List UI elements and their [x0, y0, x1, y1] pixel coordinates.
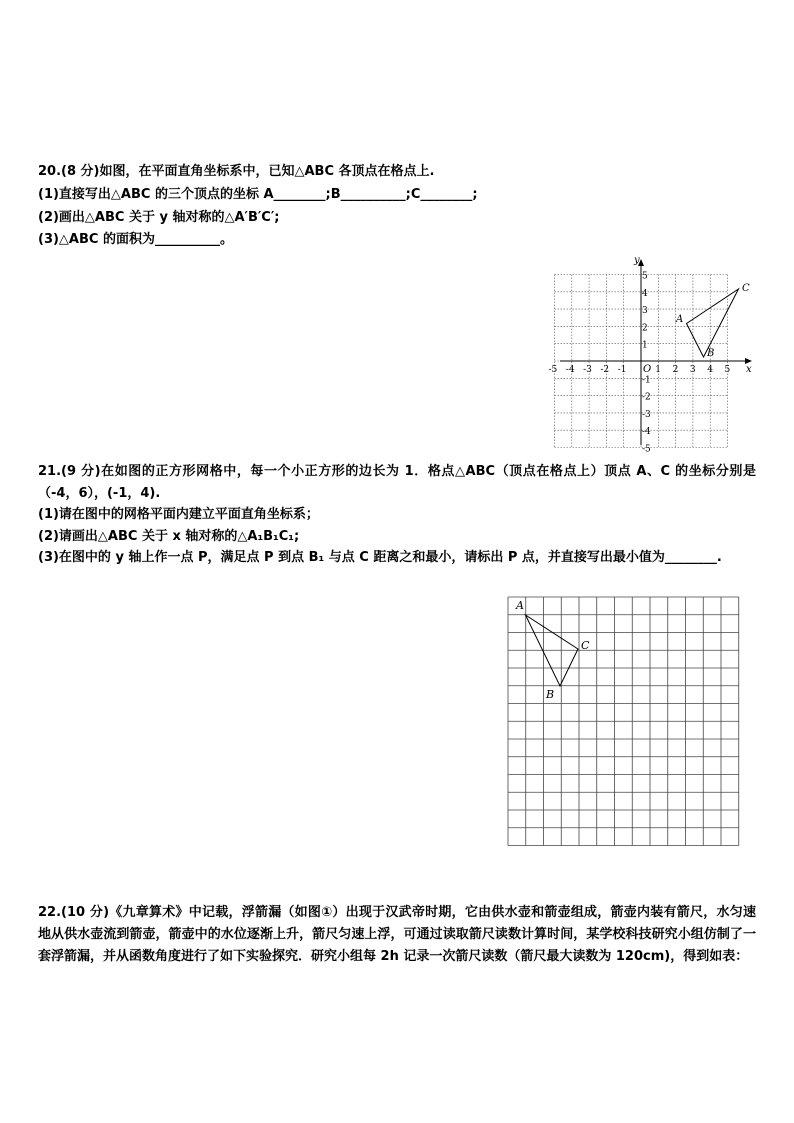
q20-x-tick-label: 4 — [707, 365, 713, 375]
q20-y-tick-label: 4 — [642, 288, 648, 299]
q20-x-tick-label: -4 — [565, 365, 575, 375]
q20-label-a: A — [676, 314, 684, 325]
q20-x-tick-label: -2 — [600, 365, 610, 375]
q21-grid — [508, 597, 739, 846]
q20-y-tick-label: -4 — [642, 427, 651, 438]
q20-x-tick-label: -1 — [617, 365, 627, 375]
q20-triangle-abc — [687, 289, 739, 357]
q21-label-b: B — [546, 688, 555, 701]
q20-part3: (3)△ABC 的面积为__________。 — [38, 232, 233, 247]
q20-y-axis-label: y — [634, 255, 640, 266]
q20-x-tick-label: 1 — [655, 365, 662, 375]
q21-stem: 21.(9 分)在如图的正方形网格中，每一个小正方形的边长为 1．格点△ABC（顶点在格点上）顶点 A、C 的坐标分别是（-4，6），(-1，4). — [38, 464, 756, 501]
q20-coordinate-figure — [548, 255, 755, 455]
q22-text: 22.(10 分)《九章算术》中记载，浮箭漏（如图①）出现于汉武帝时期，它由供水壶和箭壶组成，箭壶内装有箭尺，水匀速地从供水壶流到箭壶，箭壶中的水位逐渐上升，箭尺匀速上浮，可通过读取箭尺读数计算时间，某学校科技研究小组仿制了一套浮箭漏，并从函数角度进行了如下实验探究．研究小组每 2h 记录一次箭尺读数（箭尺最大读数为 120cm)，得到如表： — [38, 905, 756, 964]
q20-x-axis-label: x — [746, 364, 752, 375]
q20-y-tick-label: -3 — [642, 409, 651, 420]
q20-label-b: B — [707, 348, 715, 359]
q20-y-tick-label: 2 — [642, 323, 648, 334]
q20-part1: (1)直接写出△ABC 的三个顶点的坐标 A________;B__________;C________; — [38, 187, 478, 202]
q20-x-tick-label: 2 — [672, 365, 679, 375]
q20-x-tick-label: 3 — [689, 365, 696, 375]
q20-x-tick-label: -3 — [583, 365, 592, 375]
q20-y-tick-label: -1 — [642, 375, 651, 386]
q21-part3: (3)在图中的 y 轴上作一点 P，满足点 P 到点 B₁ 与点 C 距离之和最小，请标出 P 点，并直接写出最小值为________. — [38, 550, 722, 565]
q20-y-tick-label: 3 — [642, 306, 648, 317]
q21-label-a: A — [516, 599, 524, 612]
q20-y-tick-label: 5 — [642, 271, 648, 282]
q21-label-c: C — [581, 639, 590, 652]
q20-y-tick-label: -2 — [642, 392, 651, 403]
q21-part1: (1)请在图中的网格平面内建立平面直角坐标系； — [38, 507, 319, 522]
q20-x-tick-label: 5 — [724, 365, 731, 375]
q20-y-tick-labels — [642, 272, 651, 455]
q20-y-tick-label: 1 — [642, 340, 648, 351]
q20-x-tick-label: -5 — [548, 365, 558, 375]
q20-x-tick-labels — [549, 365, 731, 375]
q20-part2: (2)画出△ABC 关于 y 轴对称的△A′B′C′; — [38, 210, 280, 225]
q21-part2: (2)请画出△ABC 关于 x 轴对称的△A₁B₁C₁; — [38, 529, 300, 544]
q20-stem: 20.(8 分)如图，在平面直角坐标系中，已知△ABC 各顶点在格点上. — [38, 164, 435, 179]
q20-y-tick-label: -5 — [642, 444, 651, 455]
q20-origin-label: O — [643, 364, 652, 375]
q21-grid-figure — [505, 592, 760, 854]
q20-label-c: C — [742, 283, 750, 294]
